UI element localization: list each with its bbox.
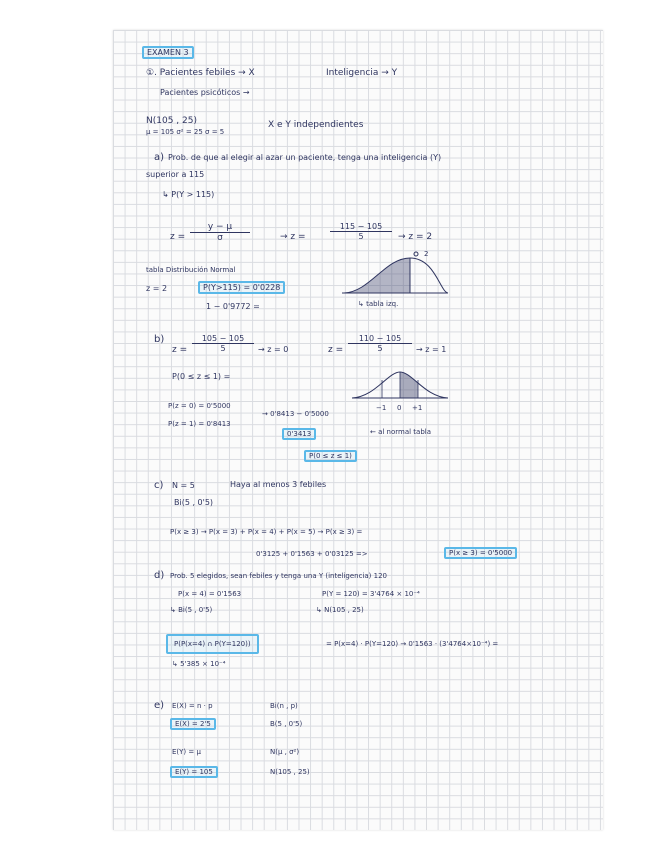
part-c-answer-box: P(x ≥ 3) = 0'5000: [444, 547, 517, 559]
part-a-z2-lhs: → z =: [280, 232, 306, 242]
part-a-curve-label: 2: [424, 250, 429, 258]
part-b-axis-minus1: −1: [376, 404, 387, 412]
exam-header: EXAMEN 3: [142, 46, 194, 59]
part-a-z-lhs: z =: [170, 232, 186, 242]
part-b-z2-lhs: z =: [328, 345, 344, 355]
part-b-pz0: P(z = 0) = 0'5000: [168, 402, 231, 410]
part-e-ey-box: E(Y) = 105: [170, 766, 218, 778]
part-d-product: = P(x=4) · P(Y=120) → 0'1563 · (3'4764×10⁻⁴) =: [326, 640, 499, 648]
part-e-ex-formula: E(X) = n · p: [172, 702, 213, 710]
part-c-statement: Haya al menos 3 febiles: [230, 480, 327, 489]
part-a-z-denominator: σ: [217, 233, 223, 243]
part-b-z1-formula: [192, 334, 254, 353]
part-b-normal-curve: [350, 368, 450, 404]
part-b-label: b): [154, 334, 165, 345]
part-b-z2-denominator: 5: [377, 344, 383, 353]
part-a-answer-box: P(Y>115) = 0'0228: [198, 281, 285, 294]
part-b-z1-lhs: z =: [172, 345, 188, 355]
part-d-answer-box: P(P(x=4) ∩ P(Y=120)): [166, 634, 259, 654]
part-a-z-substituted: [330, 222, 392, 241]
part-a-z-result: → z = 2: [398, 232, 433, 242]
part-e-binomial-generic: Bi(n , p): [270, 702, 298, 710]
part-c-n: N = 5: [172, 481, 195, 490]
part-d-label: d): [154, 570, 165, 581]
part-b-table-note: ← al normal tabla: [370, 428, 432, 436]
part-a-z-value: z = 2: [146, 284, 168, 293]
part-b-pz1: P(z = 1) = 0'8413: [168, 420, 231, 428]
part-a-normal-curve: [340, 248, 450, 308]
part-e-binomial: B(5 , 0'5): [270, 720, 303, 728]
part-b-axis-plus1: +1: [412, 404, 423, 412]
part-d-normal: ↳ N(105 , 25): [316, 606, 364, 614]
part-a-probability: ↳ P(Y > 115): [162, 190, 215, 199]
q1-variable-x: ①. Pacientes febiles → X: [146, 68, 255, 78]
part-b-result-box: 0'3413: [282, 428, 316, 440]
part-d-statement: Prob. 5 elegidos, sean febiles y tenga una Y (inteligencia) 120: [170, 572, 387, 580]
part-a-label: a): [154, 152, 165, 163]
q1-independence: X e Y independientes: [268, 120, 364, 130]
part-b-z1-numerator: 105 − 105: [192, 334, 254, 344]
part-e-ex-box: E(X) = 2'5: [170, 718, 216, 730]
graph-paper-sheet: [113, 30, 603, 830]
q1-variable-y: Inteligencia → Y: [326, 68, 398, 78]
q1-params: μ = 105 σ² = 25 σ = 5: [146, 128, 225, 136]
part-a-z2-numerator: 115 − 105: [330, 222, 392, 232]
part-c-sum-values: 0'3125 + 0'1563 + 0'03125 =>: [256, 550, 368, 558]
part-a-statement-2: superior a 115: [146, 170, 205, 179]
part-c-sum-expression: P(x ≥ 3) → P(x = 3) + P(x = 4) + P(x = 5) → P(x ≥ 3) =: [170, 528, 363, 536]
part-d-binomial: ↳ Bi(5 , 0'5): [170, 606, 213, 614]
part-d-py: P(Y = 120) = 3'4764 × 10⁻⁴: [322, 590, 420, 598]
part-b-z1-result: → z = 0: [258, 345, 289, 354]
part-d-px: P(x = 4) = 0'1563: [178, 590, 242, 598]
part-a-curve-note: ↳ tabla izq.: [358, 300, 399, 308]
part-b-difference: → 0'8413 − 0'5000: [262, 410, 329, 418]
part-a-z2-denominator: 5: [358, 232, 364, 241]
part-e-normal: N(105 , 25): [270, 768, 310, 776]
part-d-result: ↳ 5'385 × 10⁻⁴: [172, 660, 226, 668]
part-a-z-numerator: y − μ: [190, 222, 250, 233]
part-b-z2-result: → z = 1: [416, 345, 447, 354]
part-b-z1-denominator: 5: [220, 344, 226, 353]
part-b-axis-0: 0: [397, 404, 402, 412]
part-e-normal-generic: N(μ , σ²): [270, 748, 300, 756]
part-a-calc: 1 − 0'9772 =: [206, 302, 260, 311]
part-a-table-note: tabla Distribución Normal: [146, 266, 236, 274]
part-b-z2-numerator: 110 − 105: [348, 334, 412, 344]
part-b-z2-formula: [348, 334, 412, 353]
part-c-label: c): [154, 480, 164, 491]
part-e-label: e): [154, 700, 165, 711]
part-b-probability: P(0 ≤ z ≤ 1) =: [172, 372, 231, 381]
part-e-ey-formula: E(Y) = μ: [172, 748, 201, 756]
q1-normal-dist: N(105 , 25): [146, 116, 197, 126]
part-c-binomial: Bi(5 , 0'5): [174, 498, 214, 507]
part-a-z-formula: [190, 222, 250, 243]
part-a-statement: Prob. de que al elegir al azar un paciente, tenga una inteligencia (Y): [168, 153, 442, 162]
part-b-answer-box: P(0 ≤ z ≤ 1): [304, 450, 357, 462]
q1-psychotic-patients: Pacientes psicóticos →: [160, 88, 250, 97]
